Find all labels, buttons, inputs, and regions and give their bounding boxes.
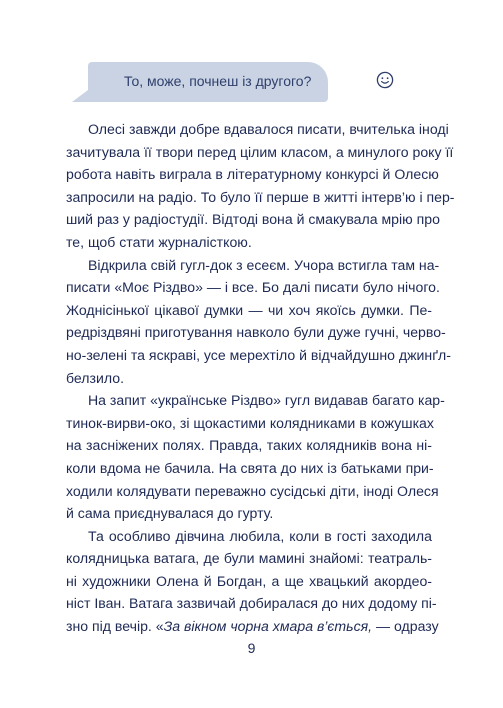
body-text [66,118,455,638]
page-number: 9 [247,640,256,656]
text-line: ніст Іван. Ватага зазвичай добиралася до них додому пі- [66,595,437,612]
speech-bubble-body [88,62,328,102]
text-line: Відкрила свій гугл-док з есеєм. Учора встигла там на- [88,256,440,273]
text-line: тинок-вирви-око, зі щокастими колядниками в кожушках [66,414,434,431]
paragraph-2 [66,254,451,390]
speech-bubble-text: То, може, почнеш із другого? [124,73,312,89]
text-fragment: — одразу [376,618,439,635]
text-fragment: зно під вечір. [66,618,152,635]
text-line: писати «Моє Різдво» — і все. Бо далі писати було нічого. [66,279,440,296]
text-line: Олесі завжди добре вдавалося писати, вчителька іноді [88,121,449,137]
text-line: коли вдома не бачила. На свята до них із батьками при- [66,459,434,476]
paragraph-3 [66,389,445,525]
text-line: ходили колядувати переважно сусідські діти, іноді Олеся [66,482,439,499]
text-line: ший раз у радіостудії. Відтоді вона й смакувала мрію про [66,211,440,228]
text-line: те, щоб стати журналісткою. [66,233,252,250]
text-line: колядницька ватага, де були мамині знайомі: театраль- [66,550,432,567]
quoted-song-line: За вікном чорна хмара в’ється, [163,618,373,635]
text-line: Та особливо дівчина любила, коли в гості заходила [88,527,432,544]
text-line: Жоднісінької цікавої думки — чи хоч якоїсь думки. Пе- [66,301,432,318]
text-line: но-зелені та яскраві, усе мерехтіло й відчайдушно джинґл- [66,346,451,363]
smiley-face-icon [376,71,394,89]
text-line-with-quote: зно під вечір. «За вікном чорна хмара в’ється, — одразу [66,618,439,635]
text-line: робота навіть виграла в літературному конкурсі й Олесю [66,166,439,183]
text-line: на засніжених полях. Правда, таких колядників вона ні- [66,437,432,454]
speech-bubble [72,62,328,106]
paragraph-4 [66,525,439,638]
text-line: запросили на радіо. То було її перше в житті інтерв’ю і пер- [66,188,455,205]
text-line: белзило. [66,369,124,386]
text-line: й сама приєднувалася до гурту. [66,505,274,522]
text-line: зачитувала її твори перед цілим класом, а минулого року її [66,143,454,160]
text-line: На запит «українське Різдво» гугл видавав багато кар- [88,392,445,409]
paragraph-1 [66,118,455,254]
text-line: редріздвяні приготування навколо були дуже гучні, черво- [66,324,446,341]
text-line: ні художники Олена й Богдан, а ще хвацький акордео- [66,572,432,589]
